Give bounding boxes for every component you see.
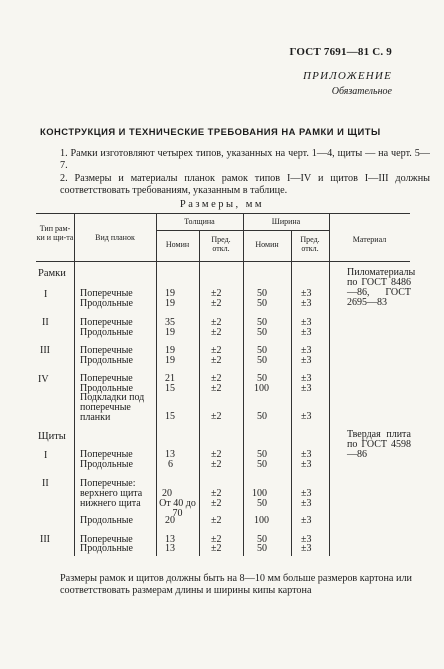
- row-width-dev: ±3: [301, 383, 312, 394]
- row-thickness: 20: [165, 515, 175, 526]
- row-width: 50: [257, 317, 267, 328]
- type-label: III: [40, 534, 50, 545]
- row-width: 50: [257, 288, 267, 299]
- row-width-dev: ±3: [301, 327, 312, 338]
- header-thickness-nominal: Номин: [165, 240, 190, 249]
- type-label: III: [40, 345, 50, 356]
- row-kind: Продольные: [80, 459, 133, 470]
- row-thickness: 19: [165, 345, 175, 356]
- row-kind: нижнего щита: [80, 498, 141, 509]
- row-width: 50: [257, 459, 267, 470]
- row-thickness: 19: [165, 355, 175, 366]
- row-thickness: 15: [165, 411, 175, 422]
- row-thickness: 6: [168, 459, 173, 470]
- row-kind: Поперечные: [80, 345, 133, 356]
- row-width-dev: ±3: [301, 449, 312, 460]
- row-thickness: 13: [165, 449, 175, 460]
- row-width: 100: [254, 515, 269, 526]
- row-thickness-dev: ±2: [211, 449, 222, 460]
- row-kind: Продольные: [80, 515, 133, 526]
- row-thickness: 21: [165, 373, 175, 384]
- row-thickness: 13: [165, 534, 175, 545]
- table-caption: Размеры, мм: [179, 199, 265, 210]
- header-thickness: Толщина: [184, 217, 215, 226]
- row-width: 50: [257, 449, 267, 460]
- row-width-dev: ±3: [301, 498, 312, 509]
- row-width: 100: [254, 383, 269, 394]
- type-label: II: [42, 478, 49, 489]
- row-kind: Подкладки под поперечные планки: [80, 392, 145, 423]
- row-thickness-dev: ±2: [211, 345, 222, 356]
- row-thickness-dev: ±2: [211, 515, 222, 526]
- row-thickness-dev: ±2: [211, 317, 222, 328]
- type-label: IV: [38, 374, 49, 385]
- row-kind: Продольные: [80, 383, 133, 394]
- row-width: 100: [252, 488, 267, 499]
- section-boards: Щиты: [38, 431, 66, 442]
- row-width-dev: ±3: [301, 459, 312, 470]
- row-thickness: 20: [162, 488, 172, 499]
- row-thickness: От 40 до 70: [159, 498, 196, 519]
- row-kind: Продольные: [80, 543, 133, 554]
- row-kind: Продольные: [80, 327, 133, 338]
- row-thickness: 19: [165, 298, 175, 309]
- row-kind: верхнего щита: [80, 488, 143, 499]
- row-kind: Поперечные:: [80, 478, 136, 489]
- row-width-dev: ±3: [301, 543, 312, 554]
- appendix-type: Обязательное: [331, 86, 392, 97]
- row-kind: Продольные: [80, 355, 133, 366]
- row-thickness-dev: ±2: [211, 373, 222, 384]
- paragraph-1: 1. Рамки изготовляют четырех типов, указанных на черт. 1—4, щиты — на черт. 5—7.: [60, 148, 430, 171]
- type-label: I: [44, 289, 48, 300]
- row-thickness-dev: ±2: [211, 355, 222, 366]
- row-width-dev: ±3: [301, 515, 312, 526]
- row-thickness-dev: ±2: [211, 534, 222, 545]
- row-thickness-dev: ±2: [211, 288, 222, 299]
- row-width: 50: [257, 373, 267, 384]
- header-material: Материал: [352, 235, 387, 244]
- row-width-dev: ±3: [301, 317, 312, 328]
- row-width: 50: [257, 355, 267, 366]
- row-width: 50: [257, 534, 267, 545]
- row-thickness-dev: ±2: [211, 383, 222, 394]
- row-thickness-dev: ±2: [211, 498, 222, 509]
- row-kind: Поперечные: [80, 449, 133, 460]
- section-frames: Рамки: [38, 268, 66, 279]
- row-width: 50: [257, 327, 267, 338]
- page-header-standard: ГОСТ 7691—81 С. 9: [289, 46, 392, 58]
- row-width-dev: ±3: [301, 488, 312, 499]
- row-thickness-dev: ±2: [211, 327, 222, 338]
- row-thickness: 19: [165, 288, 175, 299]
- paragraph-2: 2. Размеры и материалы планок рамок типов I—IV и щитов I—III должны соответствовать требованиям, указанным в таблице.: [60, 173, 430, 196]
- row-kind: Поперечные: [80, 317, 133, 328]
- document-title: КОНСТРУКЦИЯ И ТЕХНИЧЕСКИЕ ТРЕБОВАНИЯ НА РАМКИ И ЩИТЫ: [40, 126, 381, 137]
- header-width-nominal: Номин: [255, 240, 279, 249]
- row-width: 50: [257, 345, 267, 356]
- row-thickness: 19: [165, 327, 175, 338]
- material-boards: Твердая плита по ГОСТ 4598—86: [347, 429, 411, 460]
- row-width-dev: ±3: [301, 345, 312, 356]
- row-kind: Поперечные: [80, 373, 133, 384]
- header-thickness-deviation: Пред. откл.: [211, 235, 231, 253]
- row-thickness-dev: ±2: [211, 459, 222, 470]
- row-thickness: 15: [165, 383, 175, 394]
- row-width: 50: [257, 411, 267, 422]
- appendix-label: ПРИЛОЖЕНИЕ: [303, 70, 392, 82]
- row-thickness-dev: ±2: [211, 488, 222, 499]
- row-kind: Поперечные: [80, 288, 133, 299]
- row-width-dev: ±3: [301, 298, 312, 309]
- row-width: 50: [257, 298, 267, 309]
- row-width-dev: ±3: [301, 534, 312, 545]
- type-label: II: [42, 317, 49, 328]
- row-width-dev: ±3: [301, 288, 312, 299]
- type-label: I: [44, 450, 48, 461]
- header-kind: Вид планок: [95, 233, 135, 242]
- header-type: Тип рам-ки и щи-та: [36, 224, 74, 242]
- row-thickness-dev: ±2: [211, 411, 222, 422]
- row-width: 50: [257, 543, 267, 554]
- footer-note: Размеры рамок и щитов должны быть на 8—10 мм больше размеров картона или соответствовать размерам длины и ширины кипы картона: [60, 573, 412, 596]
- row-kind: Продольные: [80, 298, 133, 309]
- material-frames: Пиломатериалы по ГОСТ 8486—86, ГОСТ 2695—83: [347, 267, 416, 308]
- row-thickness: 35: [165, 317, 175, 328]
- dimensions-table: [36, 213, 416, 556]
- header-width-deviation: Пред. откл.: [300, 235, 320, 253]
- header-width: Ширина: [271, 217, 301, 226]
- row-width-dev: ±3: [301, 355, 312, 366]
- row-thickness-dev: ±2: [211, 543, 222, 554]
- row-width-dev: ±3: [301, 373, 312, 384]
- row-width: 50: [257, 498, 267, 509]
- row-thickness-dev: ±2: [211, 298, 222, 309]
- row-width-dev: ±3: [301, 411, 312, 422]
- row-thickness: 13: [165, 543, 175, 554]
- row-kind: Поперечные: [80, 534, 133, 545]
